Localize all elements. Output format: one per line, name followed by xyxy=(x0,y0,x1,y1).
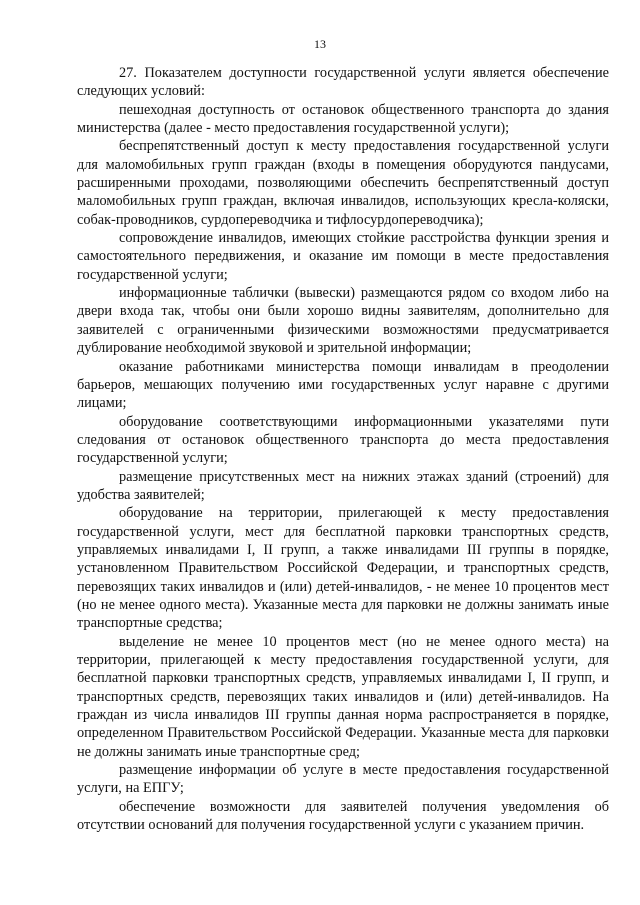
paragraph-parking-allocation: выделение не менее 10 процентов мест (но не менее одного места) на территории, прилегающей к месту предоставления государственной услуги, для бесплатной парковки транспортных средств, управляемых инвалидами I, II групп, и транспортных средств, перевозящих таких инвалидов и (или) детей-инвалидов. На граждан из числа инвалидов III группы данная норма распространяется в порядке, определенном Правительством Российской Федерации. Указанные места для парковки не должны занимать иные транспортные сред; xyxy=(77,633,609,760)
paragraph-item-27-intro: 27. Показателем доступности государственной услуги является обеспечение следующих условий: xyxy=(77,65,609,100)
paragraph-unobstructed-access: беспрепятственный доступ к месту предоставления государственной услуги для маломобильных групп граждан (входы в помещения оборудуются пандусами, расширенными проходами, позволяющими обеспечить беспрепятственный доступ маломобильных групп граждан, включая инвалидов, использующих кресла-коляски, собак-проводников, сурдопереводчика и тифлосурдопереводчика); xyxy=(77,138,609,228)
paragraph-parking-equipment: оборудование на территории, прилегающей к месту предоставления государственной услуги, мест для бесплатной парковки транспортных средств, управляемых инвалидами I, II групп, а также инвалидами III группы в порядке, установленном Правительством Российской Федерации, и транспортных средств, перевозящих таких инвалидов и (или) детей-инвалидов, - не менее 10 процентов мест (но не менее одного места). Указанные места для парковки не должны занимать иные транспортные средства; xyxy=(77,505,609,632)
page-number: 13 xyxy=(314,37,326,51)
document-body xyxy=(77,64,609,834)
paragraph-info-signs: информационные таблички (вывески) размещаются рядом со входом либо на двери входа так, чтобы они были хорошо видны заявителям, дополнительно для заявителей с ограниченными физическими возможностями предусматривается дублирование необходимой звуковой и зрительной информации; xyxy=(77,285,609,357)
paragraph-escort-disabled: сопровождение инвалидов, имеющих стойкие расстройства функции зрения и самостоятельного передвижения, и оказание им помощи в месте предоставления государственной услуги; xyxy=(77,230,609,283)
paragraph-pedestrian-access: пешеходная доступность от остановок общественного транспорта до здания министерства (далее - место предоставления государственной услуги); xyxy=(77,101,609,137)
paragraph-notification: обеспечение возможности для заявителей получения уведомления об отсутствии оснований для получения государственной услуги с указанием причин. xyxy=(77,798,609,834)
paragraph-service-info: размещение информации об услуге в месте предоставления государственной услуги, на ЕПГУ; xyxy=(77,762,609,797)
paragraph-lower-floors: размещение присутственных мест на нижних этажах зданий (строений) для удобства заявителей; xyxy=(77,468,609,503)
paragraph-staff-assistance: оказание работниками министерства помощи инвалидам в преодолении барьеров, мешающих получению ими государственных услуг наравне с другими лицами; xyxy=(77,358,609,412)
paragraph-route-signs: оборудование соответствующими информационными указателями пути следования от остановок общественного транспорта до места предоставления государственной услуги; xyxy=(77,413,609,467)
